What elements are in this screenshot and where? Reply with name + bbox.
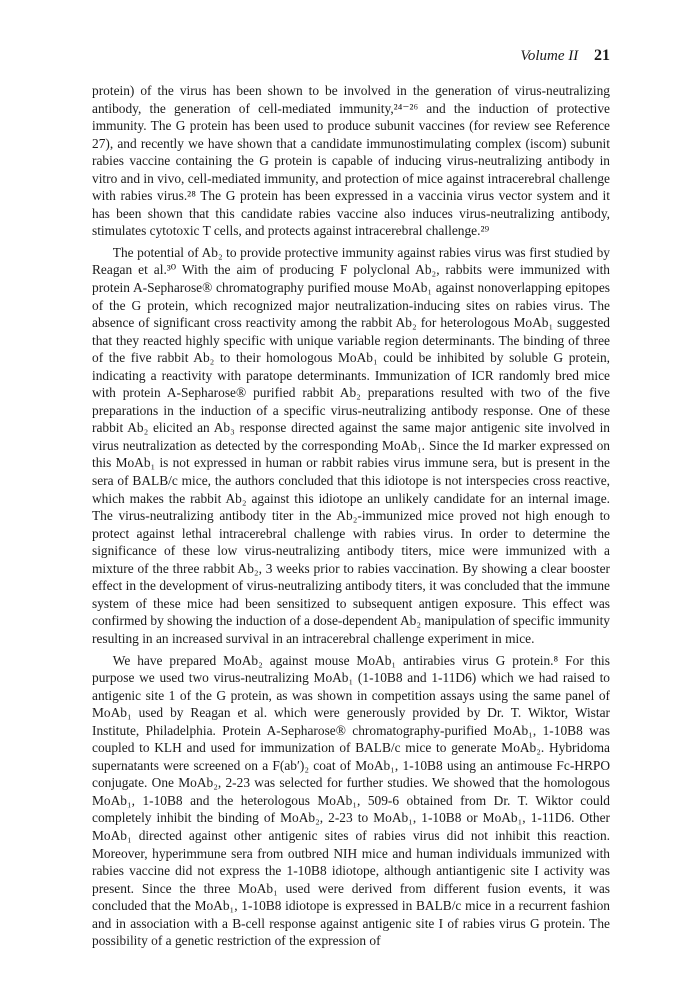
paragraph-ab2-potential: The potential of Ab₂ to provide protective immunity against rabies virus was first studied by Reagan et al.³⁰ With the aim of producing F polyclonal Ab₂, rabbits were immunized with protein A-Sepharose® chromatography purified mouse MoAb₁ against nonoverlapping epitopes of the G protein, which recognized major neutralization-inducing sites on rabies virus. The absence of significant cross reactivity among the rabbit Ab₂ for heterologous MoAb₁ suggested that they reacted highly specific with unique variable region determinants. The binding of three of the five rabbit Ab₂ to their homologous MoAb₁ could be inhibited by soluble G protein, indicating a reactivity with paratope determinants. Immunization of ICR randomly bred mice with protein A-Sepharose® purified rabbit Ab₂ preparations resulted with two of the five preparations in the induction of a specific virus-neutralizing antibody response. One of these rabbit Ab₂ elicited an Ab₃ response directed against the same major antigenic site involved in virus neutralization as detected by the corresponding MoAb₁. Since the Id marker expressed on this MoAb₁ is not expressed in human or rabbit rabies virus immune sera, but is present in the sera of BALB/c mice, the authors concluded that this idiotope is not interspecies cross reactive, which makes the rabbit Ab₂ against this idiotope an unlikely candidate for an internal image. The virus-neutralizing antibody titer in the Ab₂-immunized mice proved not high enough to protect against lethal intracerebral challenge with rabies virus. In order to determine the significance of these low virus-neutralizing antibody titers, mice were immunized with a mixture of the three rabbit Ab₂, 3 weeks prior to rabies vaccination. By showing a clear booster effect in the development of virus-neutralizing antibody titers, it was concluded that the immune system of these mice had been sensitized to subsequent antigen exposure. This effect was confirmed by showing the induction of a dose-dependent Ab₂ manipulation of specific immunity resulting in an increased survival in an intracerebral challenge experiment in mice.	[92, 244, 610, 646]
paragraph-moab2-preparation: We have prepared MoAb₂ against mouse MoAb₁ antirabies virus G protein.⁸ For this purpose we used two virus-neutralizing MoAb₁ (1-10B8 and 1-11D6) which we had raised to antigenic site 1 of the G protein, as was shown in competition assays using the same panel of MoAb₁ used by Reagan et al. which were generously provided by Dr. T. Wiktor, Wistar Institute, Philadelphia. Protein A-Sepharose® chromatography-purified MoAb₁, 1-10B8 was coupled to KLH and used for immunization of BALB/c mice to generate MoAb₂. Hybridoma supernatants were screened on a F(ab′)₂ coat of MoAb₁, 1-10B8 using an antimouse Fc-HRPO conjugate. One MoAb₂, 2-23 was selected for further studies. We showed that the homologous MoAb₁, 1-10B8 and the heterologous MoAb₁, 509-6 obtained from Dr. T. Wiktor could completely inhibit the binding of MoAb₂, 2-23 to MoAb₁, 1-10B8 or MoAb₁, 1-11D6. Other MoAb₁ directed against other antigenic sites of rabies virus did not inhibit this reaction. Moreover, hyperimmune sera from outbred NIH mice and human individuals immunized with rabies vaccine did not express the 1-10B8 idiotope, although antiantigenic site I activity was present. Since the three MoAb₁ used were derived from different fusion events, it was concluded that the MoAb₁, 1-10B8 idiotope is expressed in BALB/c mice in a recurrent fashion and in association with a B-cell response against antigenic site I of rabies virus G protein. The possibility of a genetic restriction of the expression of	[92, 652, 610, 949]
document-page	[92, 46, 610, 950]
volume-label: Volume II	[520, 48, 579, 64]
page-number: 21	[594, 47, 610, 64]
paragraph-continued: protein) of the virus has been shown to be involved in the generation of virus-neutralizing antibody, the generation of cell-mediated immunity,²⁴⁻²⁶ and the induction of protective immunity. The G protein has been used to produce subunit vaccines (for review see Reference 27), and recently we have shown that a candidate immunostimulating complex (iscom) subunit rabies vaccine containing the G protein is capable of inducing virus-neutralizing antibody in vitro and in vivo, cell-mediated immunity, and protection of mice against intracerebral challenge with rabies virus.²⁸ The G protein has been expressed in a vaccinia virus vector system and it has been shown that this candidate rabies vaccine also induces virus-neutralizing antibody, stimulates cytotoxic T cells, and protects against intracerebral challenge.²⁹	[92, 83, 610, 239]
running-header	[92, 46, 610, 66]
